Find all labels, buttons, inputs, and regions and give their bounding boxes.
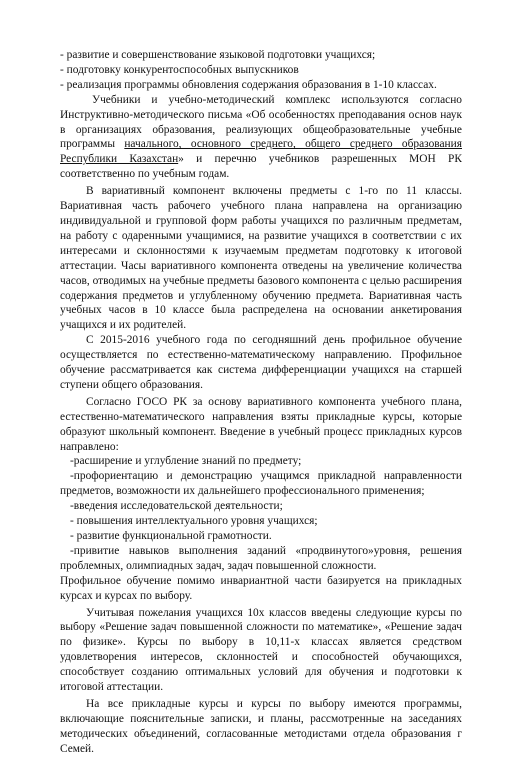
bullet-line: - реализация программы обновления содержания образования в 1-10 классах. — [60, 78, 437, 91]
paragraph-textbooks — [60, 93, 462, 182]
goso-list-item: -расширение и углубление знаний по предмету; — [70, 455, 302, 468]
paragraph-programs: На все прикладные курсы и курсы по выбору имеются программы, включающие пояснительные записки, и планы, рассмотренные на заседаниях методических объединений, согласованные методистами отдела образования г Семей. — [60, 697, 462, 755]
goso-list-item: -введения исследовательской деятельности; — [70, 500, 283, 513]
goso-list-item: -профориентацию и демонстрацию учащимся прикладной направленности предметов, возможности их дальнейшего профессионального применения; — [60, 470, 462, 498]
paragraph-variative: В вариативный компонент включены предметы с 1-го по 11 классы. Вариативная часть рабочего учебного плана направлена на организацию индивидуальной и групповой форм работы учащихся по различным предметам, на работу с одаренными учащимися, на развитие учащихся в соответствии с их интересами и склонностями к изучаемым предметам подготовку к итоговой аттестации. Часы вариативного компонента отведены на увеличение количества часов, отводимых на учебные предметы базового компонента с целью расширения содержания предметов и углубленному обучению предмета. Вариативная часть учебных часов в 10 классе была распределена на основании анкетирования учащихся и их родителей. — [60, 185, 463, 332]
paragraph-wishes: Учитывая пожелания учащихся 10х классов введены следующие курсы по выбору «Решение задач повышенной сложности по математике», «Решение задач по физике». Курсы по выбору в 10,11-х классах является средством удовлетворения интересов, склонностей и способностей обучающихся, способствует созданию оптимальных условий для обучения и подготовки к итоговой аттестации. — [60, 606, 462, 694]
goso-list-item: - развитие функциональной грамотности. — [70, 530, 272, 542]
bullet-line: - развитие и совершенствование языковой подготовки учащихся; — [60, 49, 376, 61]
paragraph-profile: С 2015-2016 учебного года по сегодняшний день профильное обучение осуществляется по естественно-математическому направлению. Профильное обучение рассматривается как система дифференциации учащихся на старшей ступени общего образования. — [60, 334, 462, 391]
textbooks-text-2: » и перечню учебников разрешенных МОН РК соответственно по учебным годам. — [60, 153, 462, 181]
goso-list-item: -привитие навыков выполнения заданий «продвинутого»уровня, решения проблемных, олимпиадных задач, задач повышенной сложности. — [60, 544, 462, 572]
textbooks-text-1: Учебники и учебно-методический комплекс используются согласно Инструктивно-методического письма «Об особенностях преподавания основ наук в организациях образования, реализующих общеобразовательные учебные программы — [60, 93, 462, 151]
paragraph-goso: Согласно ГОСО РК за основу вариативного компонента учебного плана, естественно-математического направления взяты прикладные курсы, которые образуют школьный компонент. Введение в учебный процесс прикладных курсов направлено: — [60, 395, 462, 453]
goso-list-item: - повышения интеллектуального уровня учащихся; — [70, 515, 318, 528]
bullet-line: - подготовку конкурентоспособных выпускников — [60, 63, 299, 76]
textbooks-underlined-text: начального, основного среднего, общего среднего образования Республики Казахстан — [60, 138, 462, 166]
paragraph-base: Профильное обучение помимо инвариантной части базируется на прикладных курсах и курсах по выбору. — [60, 574, 462, 602]
